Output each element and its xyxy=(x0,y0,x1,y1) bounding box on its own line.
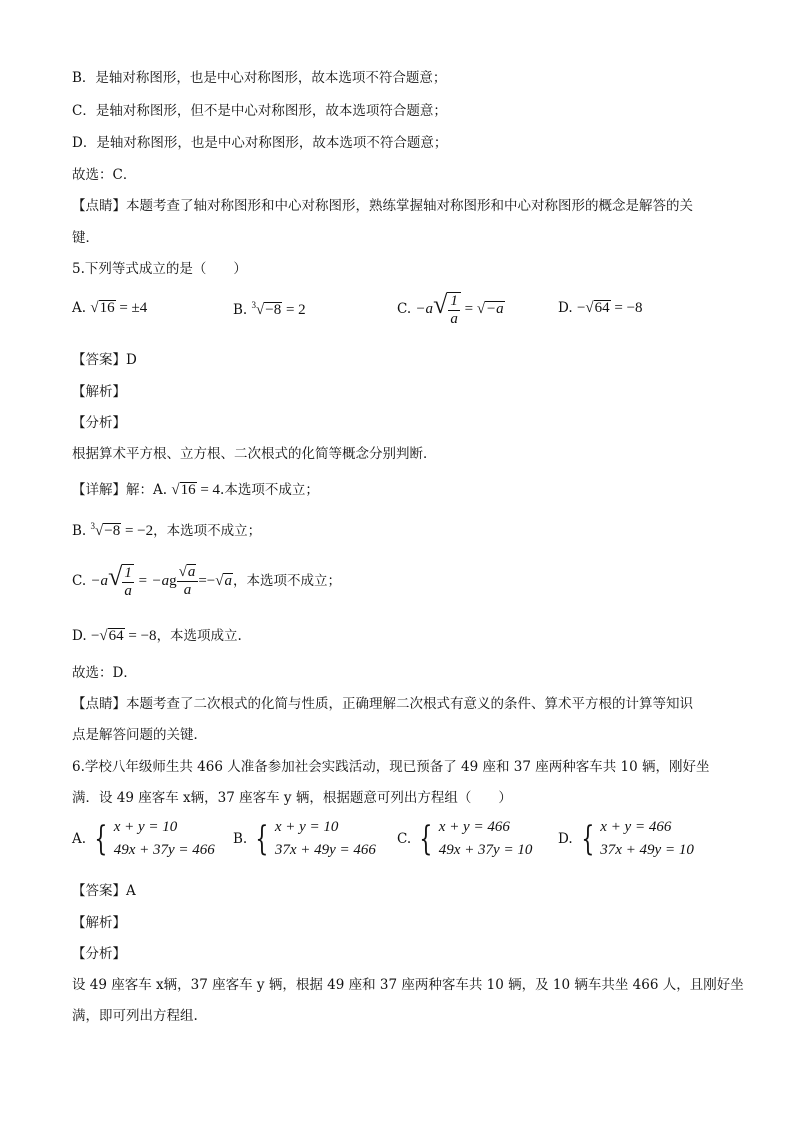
radicand: 64 xyxy=(594,300,610,316)
answer-tag: 【答案】 xyxy=(72,352,126,368)
q6-jiexi: 【解析】 xyxy=(72,915,126,931)
detail-label: D. xyxy=(72,628,87,644)
option-label: C. xyxy=(397,301,412,317)
answer-value: D xyxy=(126,352,137,368)
prev-option-b: B．是轴对称图形，也是中心对称图形，故本选项不符合题意； xyxy=(72,70,447,86)
answer-value: A xyxy=(126,883,136,899)
coefficient: −a xyxy=(90,573,109,589)
q6-stem-line2: 满．设 49 座客车 x辆，37 座客车 y 辆，根据题意可列出方程组（ ） xyxy=(72,790,512,806)
q5-detail-b: B. $^3$√−8 = −2，本选项不成立； xyxy=(72,521,262,539)
detail-text: ，本选项成立. xyxy=(156,628,242,644)
radicand: 16 xyxy=(99,300,115,316)
q6-fenxi: 【分析】 xyxy=(72,946,126,962)
option-rest: = −8 xyxy=(610,300,643,316)
q5-answer xyxy=(72,348,137,368)
fraction-num: a xyxy=(187,564,196,581)
q5-comment-cont: 点是解答问题的关键． xyxy=(72,727,207,743)
radicand: −8 xyxy=(104,523,121,539)
equation-1: x + y = 466 xyxy=(438,819,510,835)
equation-1: x + y = 10 xyxy=(113,819,178,835)
prev-comment-cont: 键． xyxy=(72,230,99,246)
q6-analysis-line1: 设 49 座客车 x辆，37 座客车 y 辆，根据 49 座和 37 座两种客车共 10 辆，及 10 辆车共坐 466 人，且刚好坐 xyxy=(72,977,744,993)
q6-option-d: D. { x + y = 466 37x + 49y = 10 xyxy=(558,816,694,863)
q5-choice: 故选：D． xyxy=(72,665,137,681)
equals: = xyxy=(460,301,477,317)
prev-choice: 故选：C． xyxy=(72,167,137,183)
detail-eq: = −8 xyxy=(124,628,157,644)
root-index: 3 xyxy=(90,521,96,531)
q6-option-c: C. { x + y = 466 49x + 37y = 10 xyxy=(397,816,532,863)
q5-option-d: D. −√64 = −8 xyxy=(558,300,643,316)
detail-tag: 【详解】 xyxy=(72,482,126,498)
q5-detail-d: D. −√64 = −8，本选项成立. xyxy=(72,628,242,644)
q5-option-b: B. $^3$√−8 = 2 xyxy=(233,300,306,318)
q6-option-a: A. { x + y = 10 49x + 37y = 466 xyxy=(72,816,215,863)
radicand: a xyxy=(224,573,232,589)
comment-text: 本题考查了二次根式的化简与性质，正确理解二次根式有意义的条件、算术平方根的计算等知识 xyxy=(126,696,693,712)
equation-2: 49x + 37y = 466 xyxy=(113,842,215,859)
coefficient: −a xyxy=(415,301,434,317)
detail-text: .本选项不成立； xyxy=(220,482,319,498)
option-rest: = ±4 xyxy=(115,300,148,316)
q5-stem: 5.下列等式成立的是（ ） xyxy=(72,261,247,277)
q5-analysis: 根据算术平方根、立方根、二次根式的化简等概念分别判断． xyxy=(72,446,437,462)
detail-text: ，本选项不成立； xyxy=(153,523,262,539)
option-label: D. xyxy=(558,300,573,316)
option-label: B. xyxy=(233,831,248,848)
radicand: −a xyxy=(486,301,504,317)
fraction-den: a xyxy=(124,582,132,599)
q6-analysis-line2: 满，即可列出方程组. xyxy=(72,1008,198,1024)
q5-detail-a: 【详解】解：A. √16 = 4.本选项不成立； xyxy=(72,482,319,498)
option-label: B. xyxy=(233,302,248,318)
glyph: g xyxy=(169,573,177,589)
q5-detail-c: C. −a√ $\frac{1}{a}$ = −ag $\frac{√a}{a}$ =−√a，本选项不成立； xyxy=(72,562,341,599)
q5-option-a: A. √16 = ±4 xyxy=(72,300,148,316)
radicand: 64 xyxy=(108,628,124,644)
equation-2: 37x + 49y = 466 xyxy=(274,842,376,859)
detail-eq2: =− xyxy=(198,573,216,589)
detail-eq: = 4 xyxy=(196,482,221,498)
prev-option-c: C．是轴对称图形，但不是中心对称图形，故本选项符合题意； xyxy=(72,103,447,119)
prev-comment xyxy=(72,194,693,214)
q6-option-b: B. { x + y = 10 37x + 49y = 466 xyxy=(233,816,376,863)
option-label: A. xyxy=(72,300,87,316)
detail-eq: = −2 xyxy=(121,523,154,539)
detail-text: ，本选项不成立； xyxy=(232,573,341,589)
minus: − xyxy=(90,628,100,644)
q6-answer xyxy=(72,879,136,899)
root-index: 3 xyxy=(251,300,257,310)
option-label: C. xyxy=(397,831,412,848)
equation-1: x + y = 10 xyxy=(274,819,339,835)
fraction-num: 1 xyxy=(124,565,132,581)
option-label: D. xyxy=(558,831,573,848)
equation-2: 49x + 37y = 10 xyxy=(438,842,533,859)
detail-label: C. xyxy=(72,573,87,589)
option-rest: = 2 xyxy=(282,302,306,318)
comment-text: 本题考查了轴对称图形和中心对称图形，熟练掌握轴对称图形和中心对称图形的概念是解答的关 xyxy=(126,198,693,214)
radicand: −8 xyxy=(265,302,282,318)
equation-2: 37x + 49y = 10 xyxy=(600,842,694,859)
q5-comment xyxy=(72,692,693,712)
q5-jiexi: 【解析】 xyxy=(72,384,126,400)
prev-option-d: D．是轴对称图形，也是中心对称图形，故本选项不符合题意； xyxy=(72,135,448,151)
equation-1: x + y = 466 xyxy=(600,819,672,835)
detail-prefix: 解：A. xyxy=(126,482,168,498)
q5-fenxi: 【分析】 xyxy=(72,415,126,431)
option-label: A. xyxy=(72,831,87,848)
radicand: 16 xyxy=(180,482,196,498)
answer-tag: 【答案】 xyxy=(72,883,126,899)
detail-eq: = −a xyxy=(133,573,170,589)
fraction-num: 1 xyxy=(450,293,458,309)
fraction-den: a xyxy=(183,582,192,599)
comment-tag: 【点睛】 xyxy=(72,198,126,214)
minus: − xyxy=(576,300,586,316)
q5-option-c: C. −a√ $\frac{1}{a}$ = √−a xyxy=(397,290,504,327)
detail-label: B. xyxy=(72,523,87,539)
fraction-den: a xyxy=(450,310,458,327)
q6-stem-line1: 6.学校八年级师生共 466 人准备参加社会实践活动，现已预备了 49 座和 37 座两种客车共 10 辆，刚好坐 xyxy=(72,759,710,775)
comment-tag: 【点睛】 xyxy=(72,696,126,712)
